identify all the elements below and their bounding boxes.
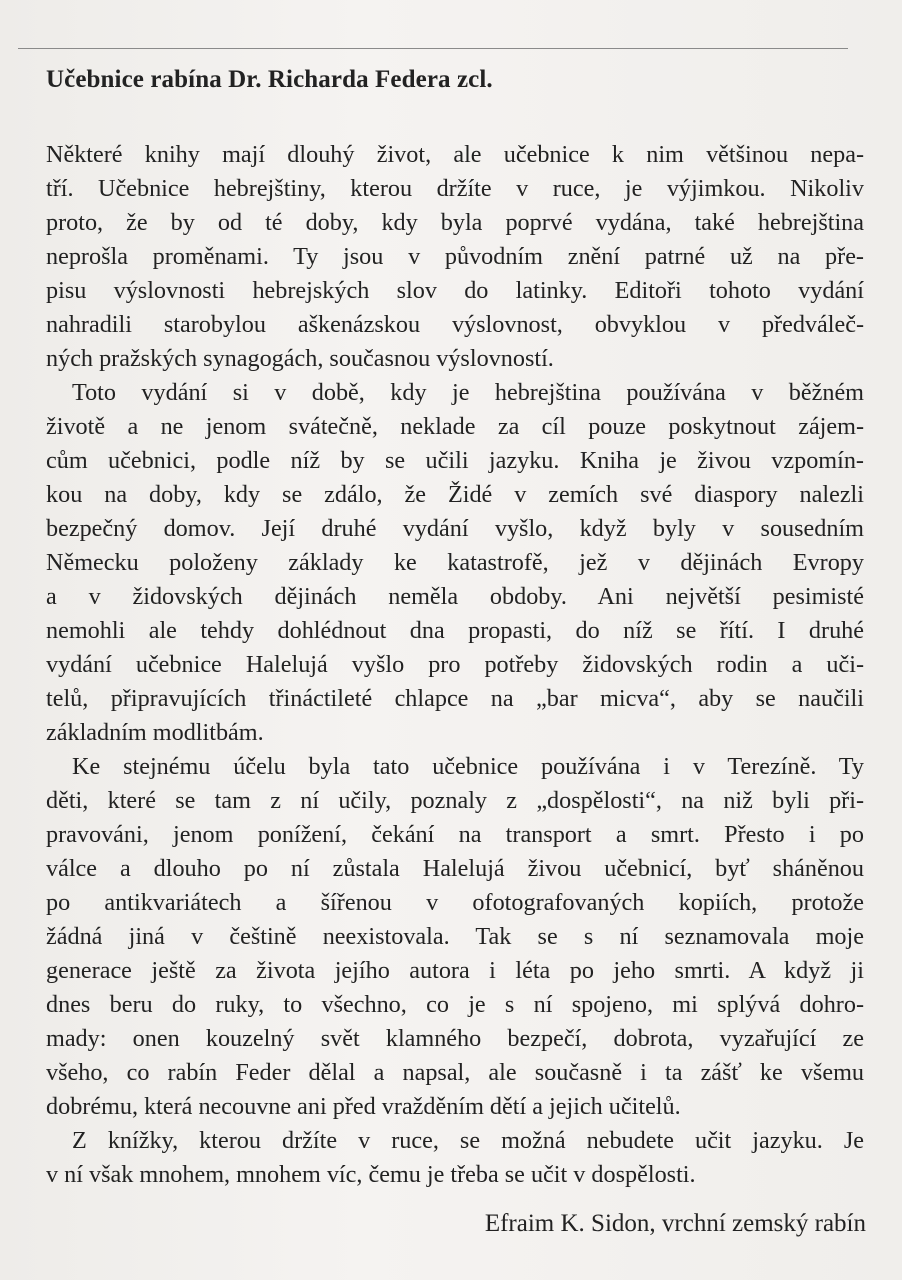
header-rule <box>18 48 848 49</box>
text-line: pravováni, jenom ponížení, čekání na transport a smrt. Přesto i po <box>46 821 864 848</box>
text-line: tří. Učebnice hebrejštiny, kterou držíte v ruce, je výjimkou. Nikoliv <box>46 175 864 202</box>
text-line: cům učebnici, podle níž by se učili jazyku. Kniha je živou vzpomín- <box>46 447 864 474</box>
text-line: vydání učebnice Halelujá vyšlo pro potřeby židovských rodin a uči- <box>46 651 864 678</box>
paragraph-3 <box>46 750 864 1124</box>
text-line: dobrému, která necouvne ani před vražděním dětí a jejich učitelů. <box>46 1093 681 1120</box>
text-line: Z knížky, kterou držíte v ruce, se možná nebudete učit jazyku. Je <box>72 1127 864 1154</box>
text-line: v ní však mnohem, mnohem víc, čemu je třeba se učit v dospělosti. <box>46 1161 696 1188</box>
text-line: bezpečný domov. Její druhé vydání vyšlo, když byly v sousedním <box>46 515 864 542</box>
text-line: po antikvariátech a šířenou v ofotografovaných kopiích, protože <box>46 889 864 916</box>
page-title: Učebnice rabína Dr. Richarda Federa zcl. <box>46 66 493 93</box>
text-line: neprošla proměnami. Ty jsou v původním znění patrné už na pře- <box>46 243 864 270</box>
text-line: mady: onen kouzelný svět klamného bezpečí, dobrota, vyzařující ze <box>46 1025 864 1052</box>
text-line: válce a dlouho po ní zůstala Halelujá živou učebnicí, byť sháněnou <box>46 855 864 882</box>
text-line: Německu položeny základy ke katastrofě, jež v dějinách Evropy <box>46 549 864 576</box>
text-line: ných pražských synagogách, současnou výslovností. <box>46 345 554 372</box>
text-line: dnes beru do ruky, to všechno, co je s ní spojeno, mi splývá dohro- <box>46 991 864 1018</box>
paragraph-2 <box>46 376 864 750</box>
text-line: základním modlitbám. <box>46 719 264 746</box>
text-line: všeho, co rabín Feder dělal a napsal, ale současně i ta zášť ke všemu <box>46 1059 864 1086</box>
text-line: proto, že by od té doby, kdy byla poprvé vydána, také hebrejština <box>46 209 864 236</box>
paragraph-4 <box>46 1124 864 1192</box>
text-line: telů, připravujících třináctileté chlapce na „bar micva“, aby se naučili <box>46 685 864 712</box>
text-line: generace ještě za života jejího autora i léta po jeho smrti. A když ji <box>46 957 864 984</box>
text-line: kou na doby, kdy se zdálo, že Židé v zemích své diaspory nalezli <box>46 481 864 508</box>
text-line: nemohli ale tehdy dohlédnout dna propasti, do níž se řítí. I druhé <box>46 617 864 644</box>
article-body <box>46 138 864 1192</box>
text-line: nahradili starobylou aškenázskou výslovnost, obvyklou v předváleč- <box>46 311 864 338</box>
text-line: děti, které se tam z ní učily, poznaly z „dospělosti“, na niž byli při- <box>46 787 864 814</box>
text-line: a v židovských dějinách neměla obdoby. Ani největší pesimisté <box>46 583 864 610</box>
text-line: Některé knihy mají dlouhý život, ale učebnice k nim většinou nepa- <box>46 141 864 168</box>
text-line: Toto vydání si v době, kdy je hebrejština používána v běžném <box>72 379 864 406</box>
text-line: Ke stejnému účelu byla tato učebnice používána i v Terezíně. Ty <box>72 753 864 780</box>
author-signature: Efraim K. Sidon, vrchní zemský rabín <box>484 1210 866 1237</box>
text-line: žádná jiná v češtině neexistovala. Tak se s ní seznamovala moje <box>46 923 864 950</box>
text-line: životě a ne jenom svátečně, neklade za cíl pouze poskytnout zájem- <box>46 413 864 440</box>
text-line: pisu výslovnosti hebrejských slov do latinky. Editoři tohoto vydání <box>46 277 864 304</box>
paragraph-1 <box>46 138 864 376</box>
